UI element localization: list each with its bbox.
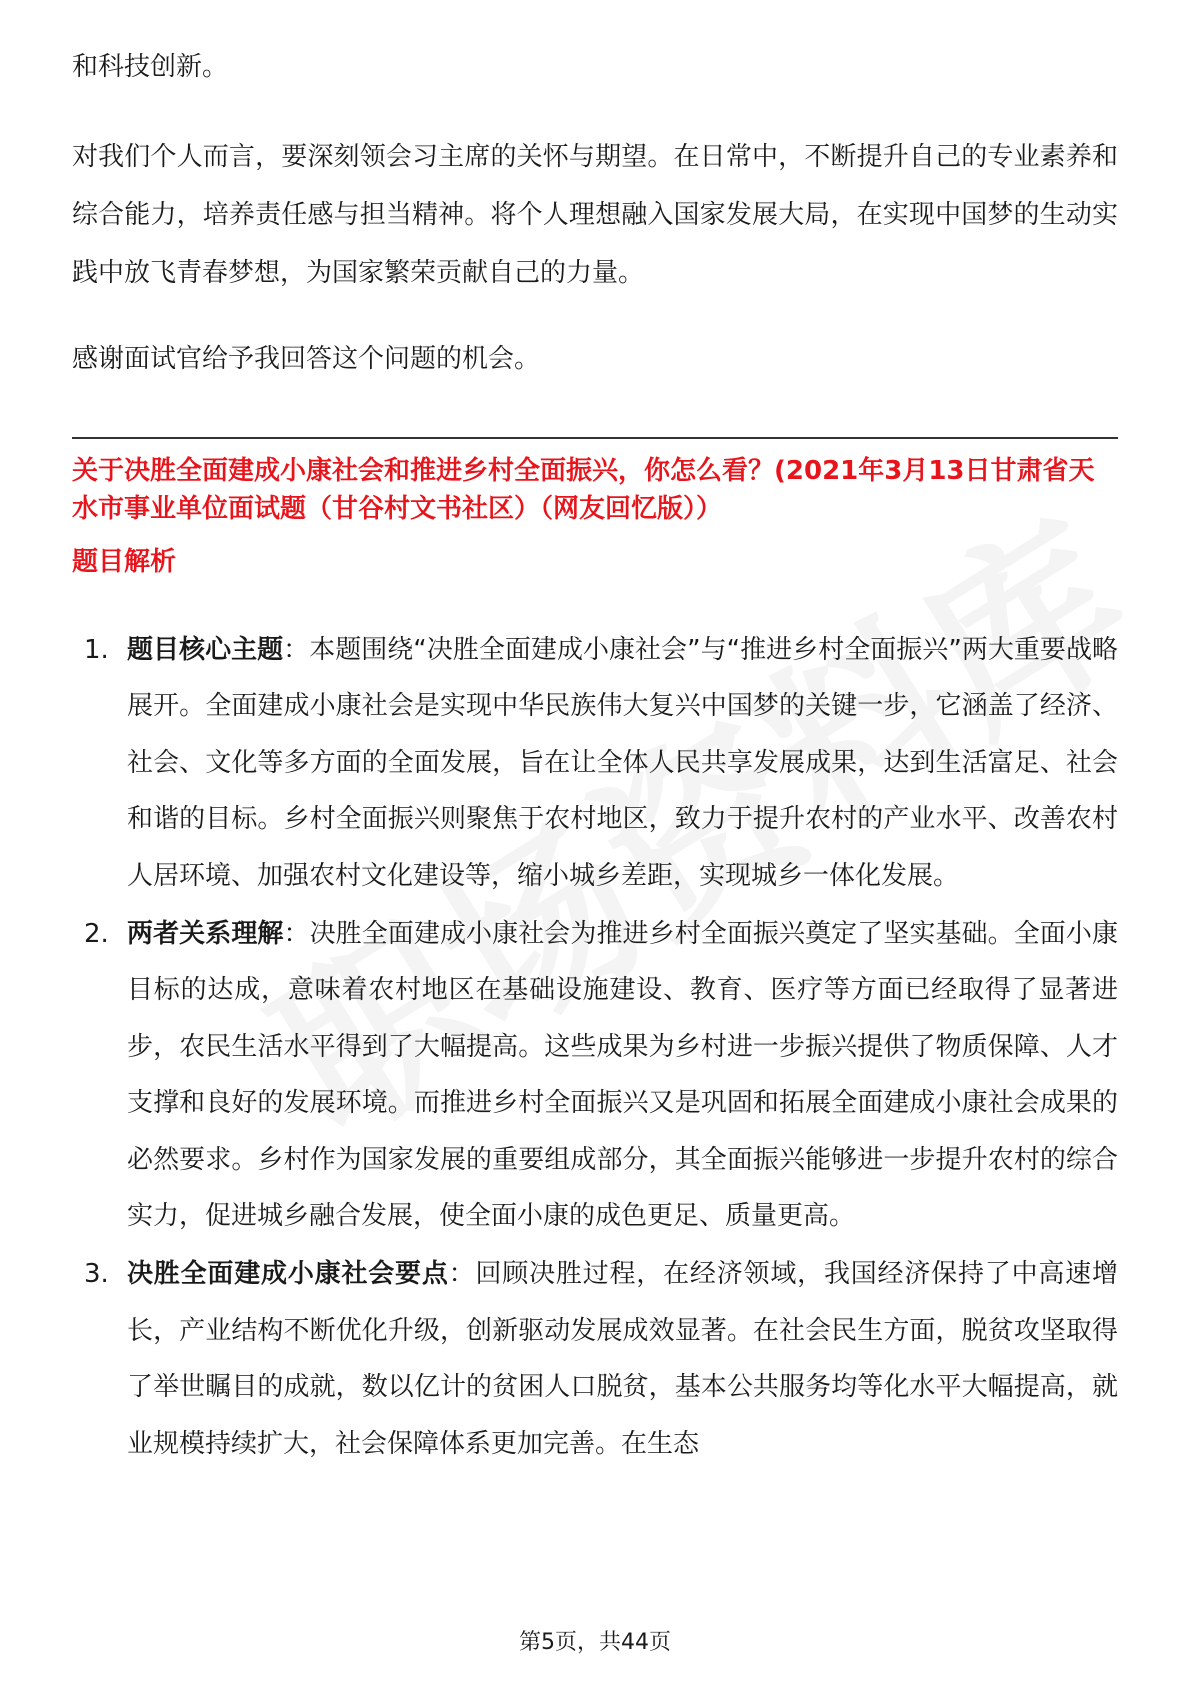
question-heading: 关于决胜全面建成小康社会和推进乡村全面振兴，你怎么看？(2021年3月13日甘肃省天水市事业单位面试题（甘谷村文书社区）（网友回忆版）） <box>72 456 1095 524</box>
page-footer: 第5页，共44页 <box>519 1630 671 1655</box>
list-item <box>72 622 1118 904</box>
item-text: ：决胜全面建成小康社会为推进乡村全面振兴奠定了坚实基础。全面小康目标的达成，意味着农村地区在基础设施建设、教育、医疗等方面已经取得了显著进步，农民生活水平得到了大幅提高。这些成果为乡村进一步振兴提供了物质保障、人才支撑和良好的发展环境。而推进乡村全面振兴又是巩固和拓展全面建成小康社会成果的必然要求。乡村作为国家发展的重要组成部分，其全面振兴能够进一步提升农村的综合实力，促进城乡融合发展，使全面小康的成色更足、质量更高。 <box>127 919 1118 1232</box>
list-number: 3. <box>84 1259 109 1290</box>
paragraph-intro-end: 和科技创新。 <box>72 52 229 82</box>
paragraph-personal: 对我们个人而言，要深刻领会习主席的关怀与期望。在日常中，不断提升自己的专业素养和综合能力，培养责任感与担当精神。将个人理想融入国家发展大局，在实现中国梦的生动实践中放飞青春梦想，为国家繁荣贡献自己的力量。 <box>72 142 1118 288</box>
list-number: 1. <box>84 635 109 665</box>
list-number: 2. <box>84 919 109 950</box>
item-text: ：本题围绕“决胜全面建成小康社会”与“推进乡村全面振兴”两大重要战略展开。全面建成小康社会是实现中华民族伟大复兴中国梦的关键一步，它涵盖了经济、社会、文化等多方面的全面发展，旨在让全体人民共享发展成果，达到生活富足、社会和谐的目标。乡村全面振兴则聚焦于农村地区，致力于提升农村的产业水平、改善农村人居环境、加强农村文化建设等，缩小城乡差距，实现城乡一体化发展。 <box>127 635 1118 891</box>
item-text: ：回顾决胜过程，在经济领域，我国经济保持了中高速增长，产业结构不断优化升级，创新驱动发展成效显著。在社会民生方面，脱贫攻坚取得了举世瞩目的成就，数以亿计的贫困人口脱贫，基本公共服务均等化水平大幅提高，就业规模持续扩大，社会保障体系更加完善。在生态 <box>127 1259 1118 1459</box>
paragraph-thanks: 感谢面试官给予我回答这个问题的机会。 <box>72 344 541 374</box>
list-item <box>72 1246 1118 1472</box>
list-item <box>72 906 1118 1244</box>
item-title: 两者关系理解 <box>127 919 284 950</box>
analysis-heading: 题目解析 <box>72 547 177 577</box>
item-title: 题目核心主题 <box>127 635 284 665</box>
item-title: 决胜全面建成小康社会要点 <box>127 1259 449 1290</box>
section-divider <box>72 437 1118 439</box>
analysis-list <box>72 622 1118 1474</box>
